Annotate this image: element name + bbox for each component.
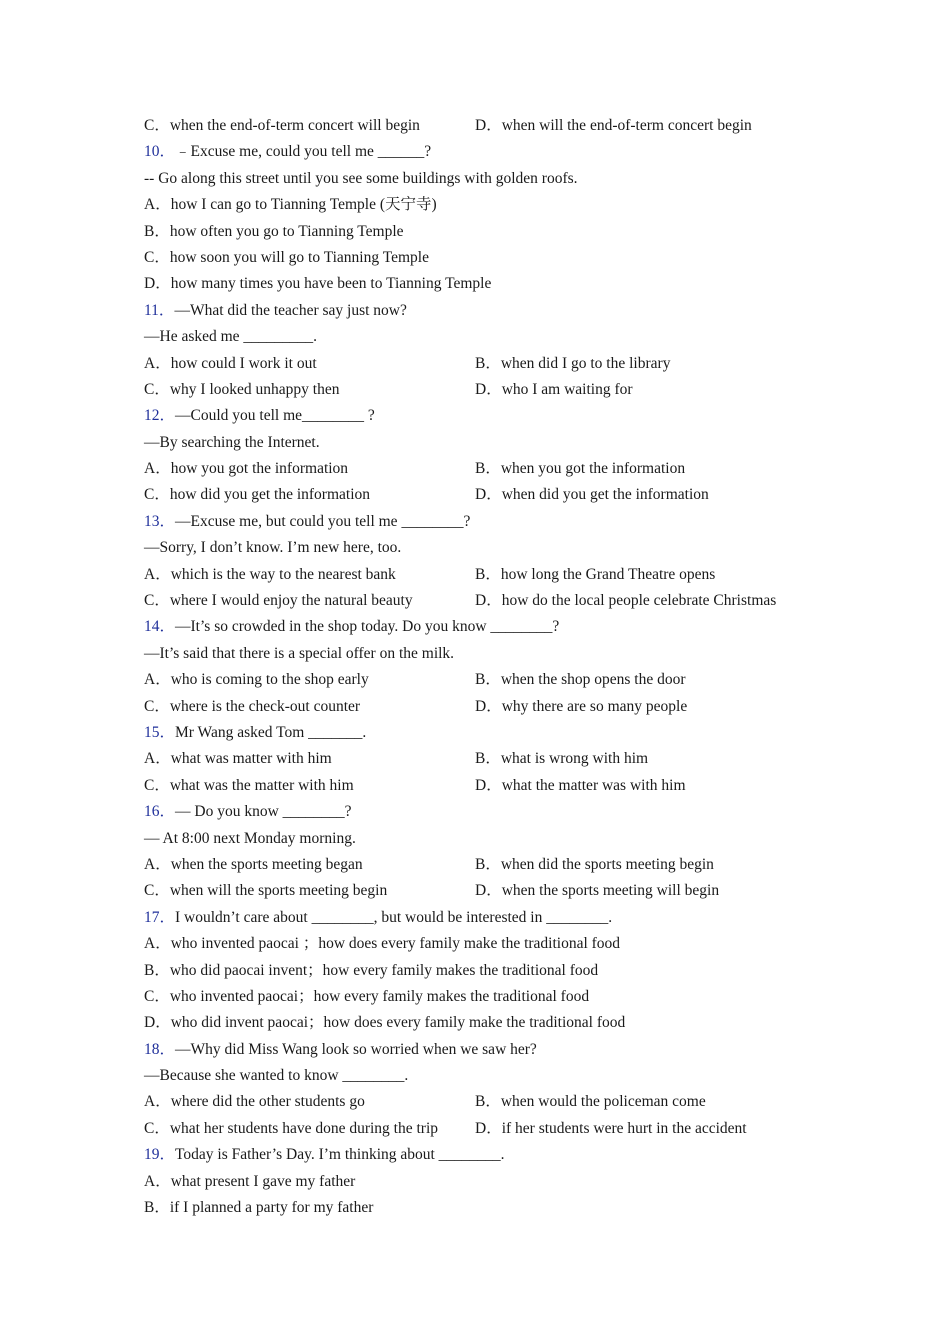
- q10-answer: -- Go along this street until you see some buildings with golden roofs.: [144, 169, 578, 187]
- q13-answer: —Sorry, I don’t know. I’m new here, too.: [144, 539, 402, 557]
- q16-stem: [144, 799, 844, 825]
- q17-prompt: I wouldn’t care about ________, but would be interested in ________.: [175, 908, 613, 926]
- q17-option-c: C．who invented paocai；how every family makes the traditional food: [144, 987, 590, 1005]
- q13-options-ab: [144, 562, 844, 588]
- q15-stem: [144, 720, 844, 746]
- q13-stem: [144, 509, 844, 535]
- q10-option-a: A．how I can go to Tianning Temple (天宁寺): [144, 196, 437, 214]
- q12-number: 12．: [144, 407, 176, 425]
- q17-option-b: B．who did paocai invent；how every family makes the traditional food: [144, 961, 599, 979]
- q16-option-d: D．when the sports meeting will begin: [475, 882, 720, 900]
- q17-option-a: A．who invented paocai ；how does every family make the traditional food: [144, 935, 621, 953]
- q14-prompt: —It’s so crowded in the shop today. Do you know ________?: [175, 618, 560, 636]
- q11-option-d: D．who I am waiting for: [475, 380, 633, 398]
- q11-stem: [144, 298, 844, 324]
- q15-option-c: C．what was the matter with him: [144, 776, 354, 794]
- q19-option-b: B．if I planned a party for my father: [144, 1199, 374, 1217]
- q11-options-ab: [144, 351, 844, 377]
- q12-prompt: —Could you tell me________ ?: [175, 407, 375, 425]
- q14-options-ab: [144, 667, 844, 693]
- q18-option-d: D．if her students were hurt in the accident: [475, 1119, 747, 1137]
- q9-option-c: C．when the end-of-term concert will begin: [144, 117, 420, 134]
- q12-option-a: A．how you got the information: [144, 460, 349, 478]
- q11-option-b: B．when did I go to the library: [475, 354, 671, 372]
- q16-answer: — At 8:00 next Monday morning.: [144, 829, 356, 847]
- q12-options-ab: [144, 456, 844, 482]
- q12-option-c: C．how did you get the information: [144, 486, 371, 504]
- q15-option-a: A．what was matter with him: [144, 750, 332, 768]
- document-body: [144, 113, 844, 1221]
- q15-number: 15．: [144, 723, 176, 741]
- q18-option-b: B．when would the policeman come: [475, 1093, 706, 1111]
- q12-answer: —By searching the Internet.: [144, 433, 320, 451]
- q12-option-b: B．when you got the information: [475, 460, 686, 478]
- q10-number: 10．: [144, 143, 176, 161]
- q14-option-c: C．where is the check-out counter: [144, 697, 361, 715]
- q11-option-c: C．why I looked unhappy then: [144, 380, 340, 398]
- q13-option-c: C．where I would enjoy the natural beauty: [144, 592, 413, 610]
- q13-option-b: B．how long the Grand Theatre opens: [475, 565, 716, 583]
- q11-option-a: A．how could I work it out: [144, 354, 317, 372]
- q18-options-ab: [144, 1089, 844, 1115]
- q13-option-d: D．how do the local people celebrate Christmas: [475, 592, 777, 610]
- q10-option-d: D．how many times you have been to Tianning Temple: [144, 275, 492, 293]
- q14-stem: [144, 614, 844, 640]
- q14-answer: —It’s said that there is a special offer on the milk.: [144, 644, 455, 662]
- q14-number: 14．: [144, 618, 176, 636]
- q19-stem: [144, 1142, 844, 1168]
- q17-number: 17．: [144, 908, 176, 926]
- q19-number: 19．: [144, 1146, 176, 1164]
- q9-options-cd: [144, 113, 844, 139]
- q14-options-cd: [144, 694, 844, 720]
- q15-options-ab: [144, 746, 844, 772]
- q10-option-c: C．how soon you will go to Tianning Temple: [144, 248, 429, 266]
- q12-options-cd: [144, 482, 844, 508]
- q10-prompt: ﹣Excuse me, could you tell me ______?: [175, 143, 432, 161]
- q11-options-cd: [144, 377, 844, 403]
- q15-options-cd: [144, 773, 844, 799]
- q16-option-b: B．when did the sports meeting begin: [475, 855, 714, 873]
- q15-option-b: B．what is wrong with him: [475, 750, 649, 768]
- q18-number: 18．: [144, 1040, 176, 1058]
- q18-stem: [144, 1037, 844, 1063]
- q19-option-a: A．what present I gave my father: [144, 1172, 356, 1190]
- q18-prompt: —Why did Miss Wang look so worried when we saw her?: [175, 1040, 537, 1058]
- q16-option-a: A．when the sports meeting began: [144, 855, 363, 873]
- q9-option-d: D．when will the end-of-term concert begin: [475, 117, 752, 134]
- q17-option-d: D．who did invent paocai；how does every family make the traditional food: [144, 1014, 626, 1032]
- q16-prompt: — Do you know ________?: [175, 803, 352, 821]
- q16-options-ab: [144, 852, 844, 878]
- q16-options-cd: [144, 878, 844, 904]
- q13-option-a: A．which is the way to the nearest bank: [144, 565, 396, 583]
- q11-prompt: —What did the teacher say just now?: [174, 301, 407, 319]
- q16-option-c: C．when will the sports meeting begin: [144, 882, 388, 900]
- q13-number: 13．: [144, 512, 176, 530]
- q13-options-cd: [144, 588, 844, 614]
- q14-option-a: A．who is coming to the shop early: [144, 671, 369, 689]
- q11-number: 11．: [144, 301, 175, 319]
- q15-option-d: D．what the matter was with him: [475, 776, 686, 794]
- q18-option-a: A．where did the other students go: [144, 1093, 365, 1111]
- q12-option-d: D．when did you get the information: [475, 486, 709, 504]
- q19-prompt: Today is Father’s Day. I’m thinking about ________.: [175, 1146, 505, 1164]
- q10-stem: [144, 139, 844, 165]
- q18-option-c: C．what her students have done during the trip: [144, 1119, 439, 1137]
- q10-option-b: B．how often you go to Tianning Temple: [144, 222, 404, 240]
- q14-option-d: D．why there are so many people: [475, 697, 688, 715]
- q18-options-cd: [144, 1116, 844, 1142]
- q13-prompt: —Excuse me, but could you tell me ________?: [175, 512, 471, 530]
- q17-stem: [144, 905, 844, 931]
- q15-prompt: Mr Wang asked Tom _______.: [175, 723, 367, 741]
- q11-answer: —He asked me _________.: [144, 328, 318, 346]
- q14-option-b: B．when the shop opens the door: [475, 671, 686, 689]
- q12-stem: [144, 403, 844, 429]
- q16-number: 16．: [144, 803, 176, 821]
- q18-answer: —Because she wanted to know ________.: [144, 1067, 409, 1085]
